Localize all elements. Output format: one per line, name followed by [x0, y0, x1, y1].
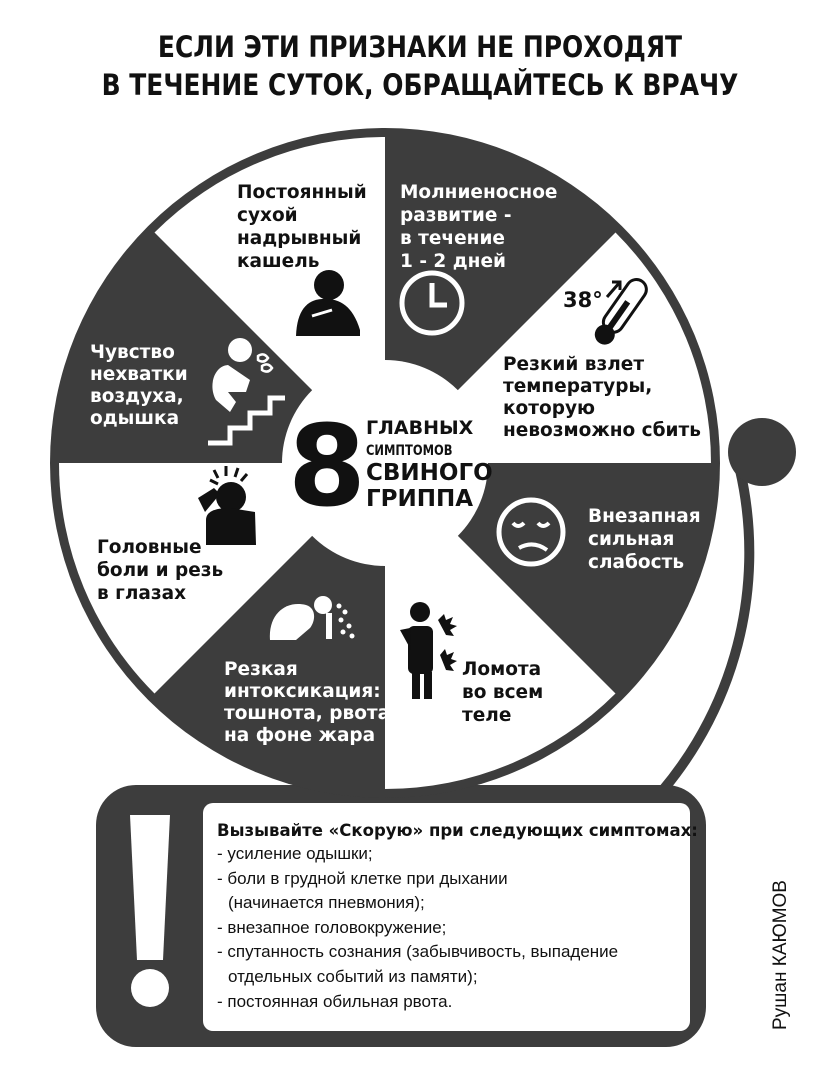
notice-list-item: - постоянная обильная рвота.: [217, 991, 453, 1011]
notice-list: [217, 842, 678, 1014]
notice-heading: Вызывайте «Скорую» при следующих симптомах:: [217, 821, 698, 840]
center-word-4: ГРИППА: [366, 486, 474, 512]
center-word-1: ГЛАВНЫХ: [366, 417, 474, 439]
symptom-label-weakness: Внезапная сильная слабость: [588, 506, 701, 573]
exclamation-icon: [130, 815, 170, 1007]
symptom-label-body-ache: Ломота во всем теле: [462, 659, 544, 726]
symptom-label-intoxication: Резкая интоксикация: тошнота, рвота на фоне жара: [224, 659, 391, 746]
symptom-label-headache: Головные боли и резь в глазах: [97, 537, 224, 604]
thermometer-reading: 38°: [563, 288, 603, 312]
center-number: 8: [288, 402, 366, 532]
wheel-knob: [728, 418, 796, 486]
title-line-1: ЕСЛИ ЭТИ ПРИЗНАКИ НЕ ПРОХОДЯТ: [157, 30, 683, 64]
center-word-3: СВИНОГО: [366, 460, 493, 486]
ambulance-notice-box: [203, 803, 698, 1031]
title-line-2: В ТЕЧЕНИЕ СУТОК, ОБРАЩАЙТЕСЬ К ВРАЧУ: [101, 68, 739, 102]
notice-list-item: - усиление одышки;: [217, 844, 373, 863]
symptom-label-rapid-onset: Молниеносное развитие - в течение 1 - 2 дней: [400, 182, 558, 272]
author-credit: Рушан КАЮМОВ: [770, 880, 791, 1030]
notice-list-item: отдельных событий из памяти);: [228, 966, 478, 986]
center-word-2: СИМПТОМОВ: [366, 442, 453, 460]
notice-list-item: - боли в грудной клетке при дыхании: [217, 868, 508, 888]
notice-list-item: - внезапное головокружение;: [217, 917, 447, 937]
symptom-label-dry-cough: Постоянный сухой надрывный кашель: [237, 182, 367, 272]
notice-list-item: (начинается пневмония);: [228, 893, 425, 913]
symptom-label-shortness-of-breath: Чувство нехватки воздуха, одышка: [90, 342, 188, 429]
notice-list-item: - спутанность сознания (забывчивость, выпадение: [217, 942, 619, 962]
symptom-label-high-temperature: Резкий взлет температуры, которую невозможно сбить: [503, 354, 701, 441]
